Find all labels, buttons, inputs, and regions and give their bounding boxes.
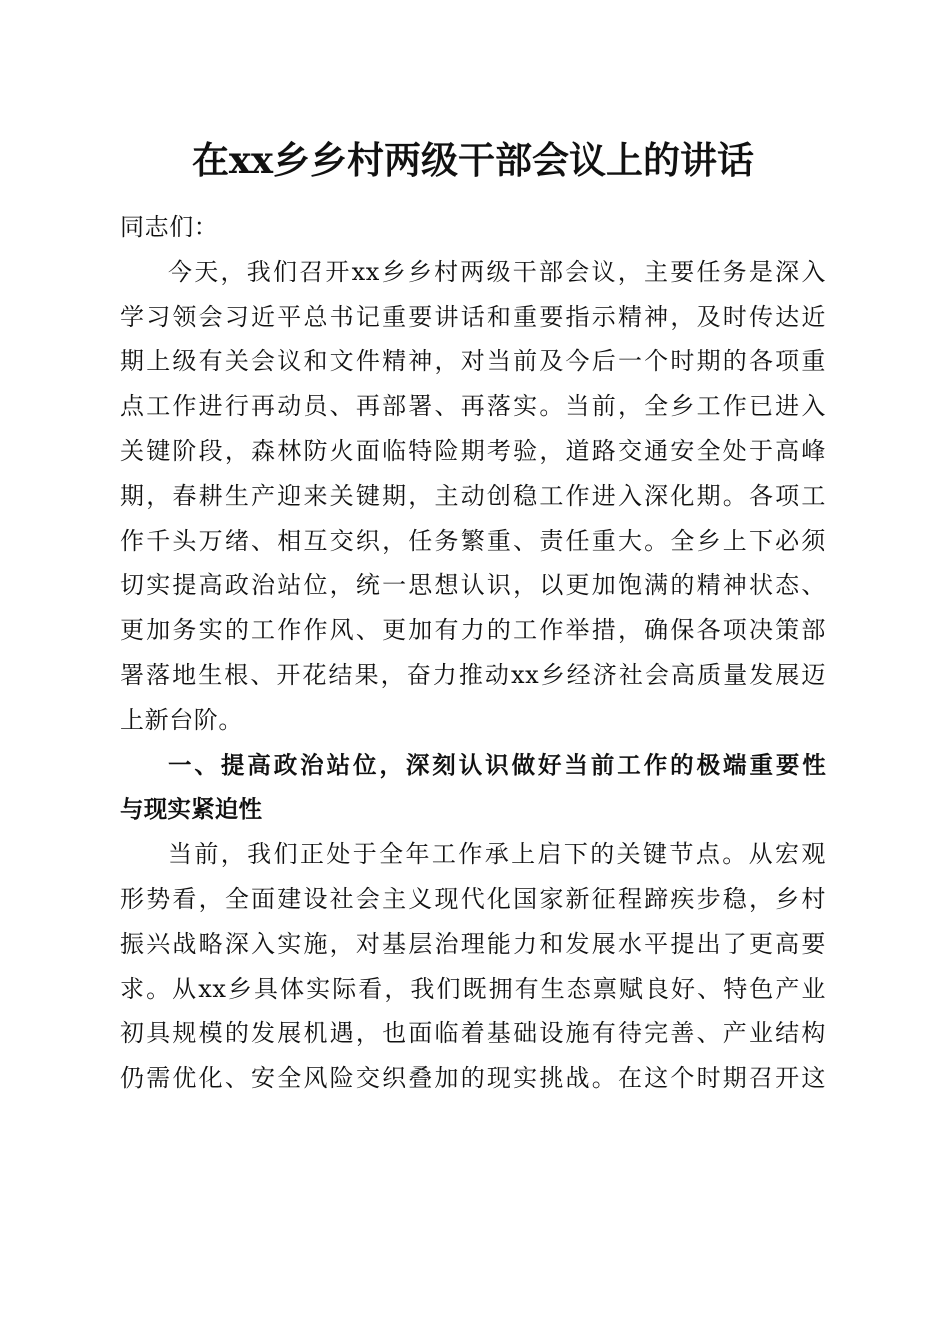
paragraph-line: 点工作进行再动员、再部署、再落实。当前，全乡工作已进入 — [120, 392, 826, 421]
paragraph-line: 学习领会习近平总书记重要讲话和重要指示精神，及时传达近 — [120, 302, 826, 331]
paragraph-line: 仍需优化、安全风险交织叠加的现实挑战。在这个时期召开这 — [120, 1064, 826, 1093]
section-heading-line: 一、提高政治站位，深刻认识做好当前工作的极端重要性 — [168, 750, 826, 779]
paragraph-line: 切实提高政治站位，统一思想认识，以更加饱满的精神状态、 — [120, 571, 826, 600]
paragraph-intro — [120, 250, 826, 743]
paragraph-line: 上新台阶。 — [120, 705, 243, 734]
section-heading-line: 与现实紧迫性 — [120, 795, 263, 824]
paragraph-line: 作千头万绪、相互交织，任务繁重、责任重大。全乡上下必须 — [120, 526, 826, 555]
document-title: 在xx乡乡村两级干部会议上的讲话 — [191, 138, 755, 182]
paragraph-line: 当前，我们正处于全年工作承上启下的关键节点。从宏观 — [168, 840, 826, 869]
paragraph-line: 期上级有关会议和文件精神，对当前及今后一个时期的各项重 — [120, 347, 826, 376]
paragraph-line: 期，春耕生产迎来关键期，主动创稳工作进入深化期。各项工 — [120, 481, 826, 510]
section-heading-1 — [120, 743, 826, 833]
paragraph-line: 更加务实的工作作风、更加有力的工作举措，确保各项决策部 — [120, 616, 826, 645]
salutation: 同志们： — [120, 213, 219, 241]
paragraph-line: 今天，我们召开xx乡乡村两级干部会议，主要任务是深入 — [168, 257, 826, 286]
paragraph-line: 形势看，全面建设社会主义现代化国家新征程蹄疾步稳，乡村 — [120, 884, 826, 913]
document-body — [120, 205, 826, 1101]
paragraph-line: 署落地生根、开花结果，奋力推动xx乡经济社会高质量发展迈 — [120, 660, 826, 689]
paragraph-line: 初具规模的发展机遇，也面临着基础设施有待完善、产业结构 — [120, 1019, 826, 1048]
paragraph-section-1 — [120, 832, 826, 1101]
paragraph-line: 振兴战略深入实施，对基层治理能力和发展水平提出了更高要 — [120, 929, 826, 958]
paragraph-line: 求。从xx乡具体实际看，我们既拥有生态禀赋良好、特色产业 — [120, 974, 826, 1003]
paragraph-line: 关键阶段，森林防火面临特险期考验，道路交通安全处于高峰 — [120, 436, 826, 465]
